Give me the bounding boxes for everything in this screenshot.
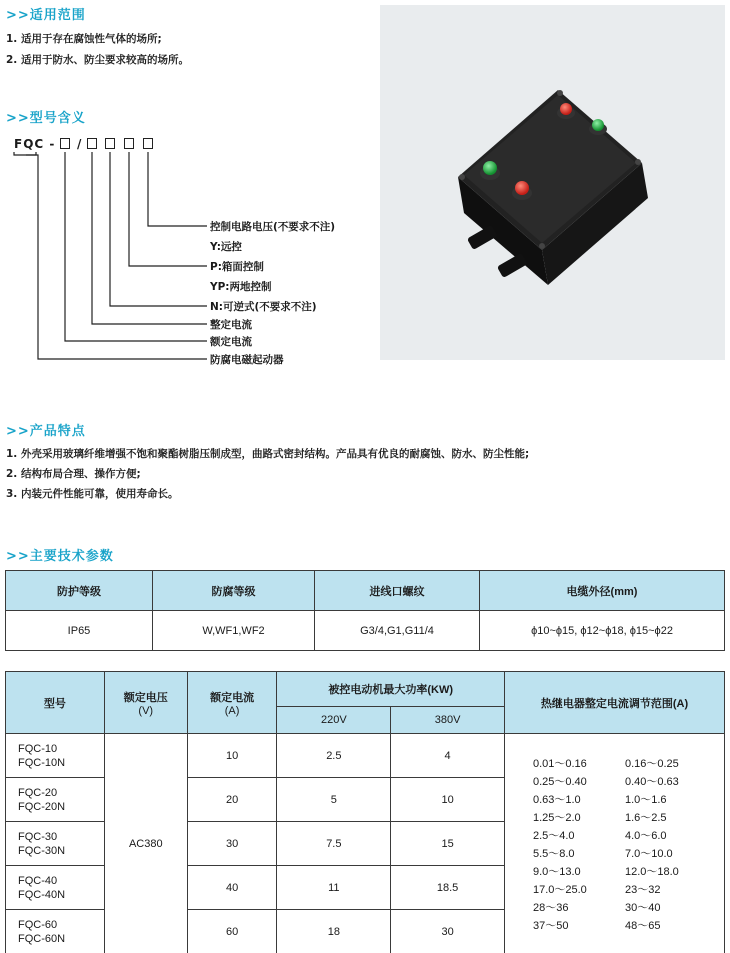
t2-p380: 18.5 — [391, 866, 505, 910]
table-row — [6, 734, 725, 778]
model-name: FQC-60 — [18, 918, 58, 931]
t2-current: 10 — [187, 734, 277, 778]
relay-range-value: 1.6～2.5 — [624, 811, 667, 824]
t2-header-voltage — [104, 672, 187, 734]
t1-anticorrosion: W,WF1,WF2 — [153, 611, 315, 651]
model-name: FQC-10 — [18, 742, 58, 755]
spec-table-2 — [5, 671, 725, 953]
t2-p220: 11 — [277, 866, 391, 910]
model-name-n: FQC-40N — [18, 888, 66, 901]
label-remote: Y:远控 — [210, 241, 242, 253]
t2-p380: 4 — [391, 734, 505, 778]
label-two-site-control: YP:两地控制 — [210, 281, 272, 293]
t2-p220: 5 — [277, 778, 391, 822]
relay-range-value: 23～32 — [624, 883, 661, 896]
t1-cable: ϕ10~ϕ15, ϕ12~ϕ18, ϕ15~ϕ22 — [480, 611, 725, 651]
t2-model-cell — [6, 734, 105, 778]
label-reversible: N:可逆式(不要求不注) — [210, 301, 317, 313]
relay-range-value: 0.40～0.63 — [624, 775, 679, 788]
label-rated-current: 额定电流 — [210, 336, 252, 348]
label-setting-current: 整定电流 — [210, 319, 252, 331]
applicable-item-2: 2. 适用于防水、防尘要求较高的场所。 — [6, 54, 189, 66]
relay-range-value: 30～40 — [624, 901, 661, 914]
t2-header-current — [187, 672, 277, 734]
feature-item-3: 3. 内装元件性能可靠，使用寿命长。 — [6, 488, 179, 500]
label-product-name: 防腐电磁起动器 — [210, 354, 284, 366]
t1-header-anticorrosion: 防腐等级 — [153, 571, 315, 611]
t2-p220: 18 — [277, 910, 391, 953]
t2-voltage-value: AC380 — [104, 734, 187, 953]
relay-range-value: 1.0～1.6 — [624, 793, 667, 806]
relay-range-value: 0.63～1.0 — [532, 793, 581, 806]
t2-model-cell — [6, 778, 105, 822]
t2-current: 20 — [187, 778, 277, 822]
t2-p380: 30 — [391, 910, 505, 953]
model-name-n: FQC-60N — [18, 932, 66, 945]
model-slash: / — [77, 137, 82, 151]
relay-range-value: 0.25～0.40 — [532, 775, 587, 788]
applicable-title: >>适用范围 — [6, 8, 86, 23]
t2-header-power: 被控电动机最大功率(KW) — [277, 672, 505, 707]
relay-range-value: 0.01～0.16 — [532, 757, 587, 770]
relay-range-value: 48～65 — [624, 919, 661, 932]
feature-item-1: 1. 外壳采用玻璃纤维增强不饱和聚酯树脂压制成型，曲路式密封结构。产品具有优良的耐腐蚀、防水、防尘性能; — [6, 448, 530, 460]
t2-model-cell — [6, 866, 105, 910]
feature-item-2: 2. 结构布局合理、操作方便; — [6, 468, 141, 480]
t1-header-thread: 进线口螺纹 — [315, 571, 480, 611]
t2-header-voltage-unit: (V) — [138, 704, 154, 717]
t2-model-cell — [6, 822, 105, 866]
t2-model-cell — [6, 910, 105, 953]
t2-current: 30 — [187, 822, 277, 866]
relay-range-value: 28～36 — [532, 901, 569, 914]
model-name-n: FQC-30N — [18, 844, 66, 857]
t1-header-cable: 电缆外径(mm) — [480, 571, 725, 611]
features-title: >>产品特点 — [6, 424, 86, 439]
t2-current: 40 — [187, 866, 277, 910]
t2-header-relay: 热继电器整定电流调节范围(A) — [504, 672, 724, 734]
label-panel-control: P:箱面控制 — [210, 261, 264, 273]
t2-relay-ranges — [504, 734, 724, 953]
model-name-n: FQC-10N — [18, 756, 66, 769]
t1-header-protection: 防护等级 — [6, 571, 153, 611]
tech-title: >>主要技术参数 — [6, 549, 114, 564]
t2-header-model: 型号 — [6, 672, 105, 734]
t2-header-current-unit: (A) — [224, 704, 240, 717]
spec-table-1 — [5, 570, 725, 651]
t2-header-220v: 220V — [277, 707, 391, 734]
relay-range-value: 12.0～18.0 — [624, 865, 679, 878]
model-name: FQC-30 — [18, 830, 58, 843]
model-name: FQC-40 — [18, 874, 58, 887]
relay-range-value: 7.0～10.0 — [624, 847, 673, 860]
relay-range-value: 1.25～2.0 — [532, 811, 581, 824]
label-control-voltage: 控制电路电压(不要求不注) — [210, 221, 336, 233]
t1-thread: G3/4,G1,G11/4 — [315, 611, 480, 651]
t2-p380: 10 — [391, 778, 505, 822]
relay-range-value: 37～50 — [532, 919, 569, 932]
relay-range-value: 2.5～4.0 — [532, 829, 575, 842]
t2-p220: 2.5 — [277, 734, 391, 778]
relay-range-value: 17.0～25.0 — [532, 883, 587, 896]
relay-range-grid — [505, 755, 724, 933]
model-meaning-title: >>型号含义 — [6, 111, 86, 126]
t2-current: 60 — [187, 910, 277, 953]
t2-p220: 7.5 — [277, 822, 391, 866]
starter-box-icon — [380, 5, 725, 360]
product-photo — [380, 5, 725, 360]
relay-range-value: 5.5～8.0 — [532, 847, 575, 860]
model-name: FQC-20 — [18, 786, 58, 799]
relay-range-value: 0.16～0.25 — [624, 757, 679, 770]
t2-header-voltage-label: 额定电压 — [123, 691, 168, 704]
t2-header-380v: 380V — [391, 707, 505, 734]
model-code: FQC - — [14, 137, 56, 151]
applicable-item-1: 1. 适用于存在腐蚀性气体的场所; — [6, 33, 162, 45]
relay-range-value: 4.0～6.0 — [624, 829, 667, 842]
model-name-n: FQC-20N — [18, 800, 66, 813]
model-diagram-lines — [0, 0, 400, 380]
t2-p380: 15 — [391, 822, 505, 866]
t1-protection: IP65 — [6, 611, 153, 651]
t2-header-current-label: 额定电流 — [210, 691, 255, 704]
relay-range-value: 9.0～13.0 — [532, 865, 581, 878]
